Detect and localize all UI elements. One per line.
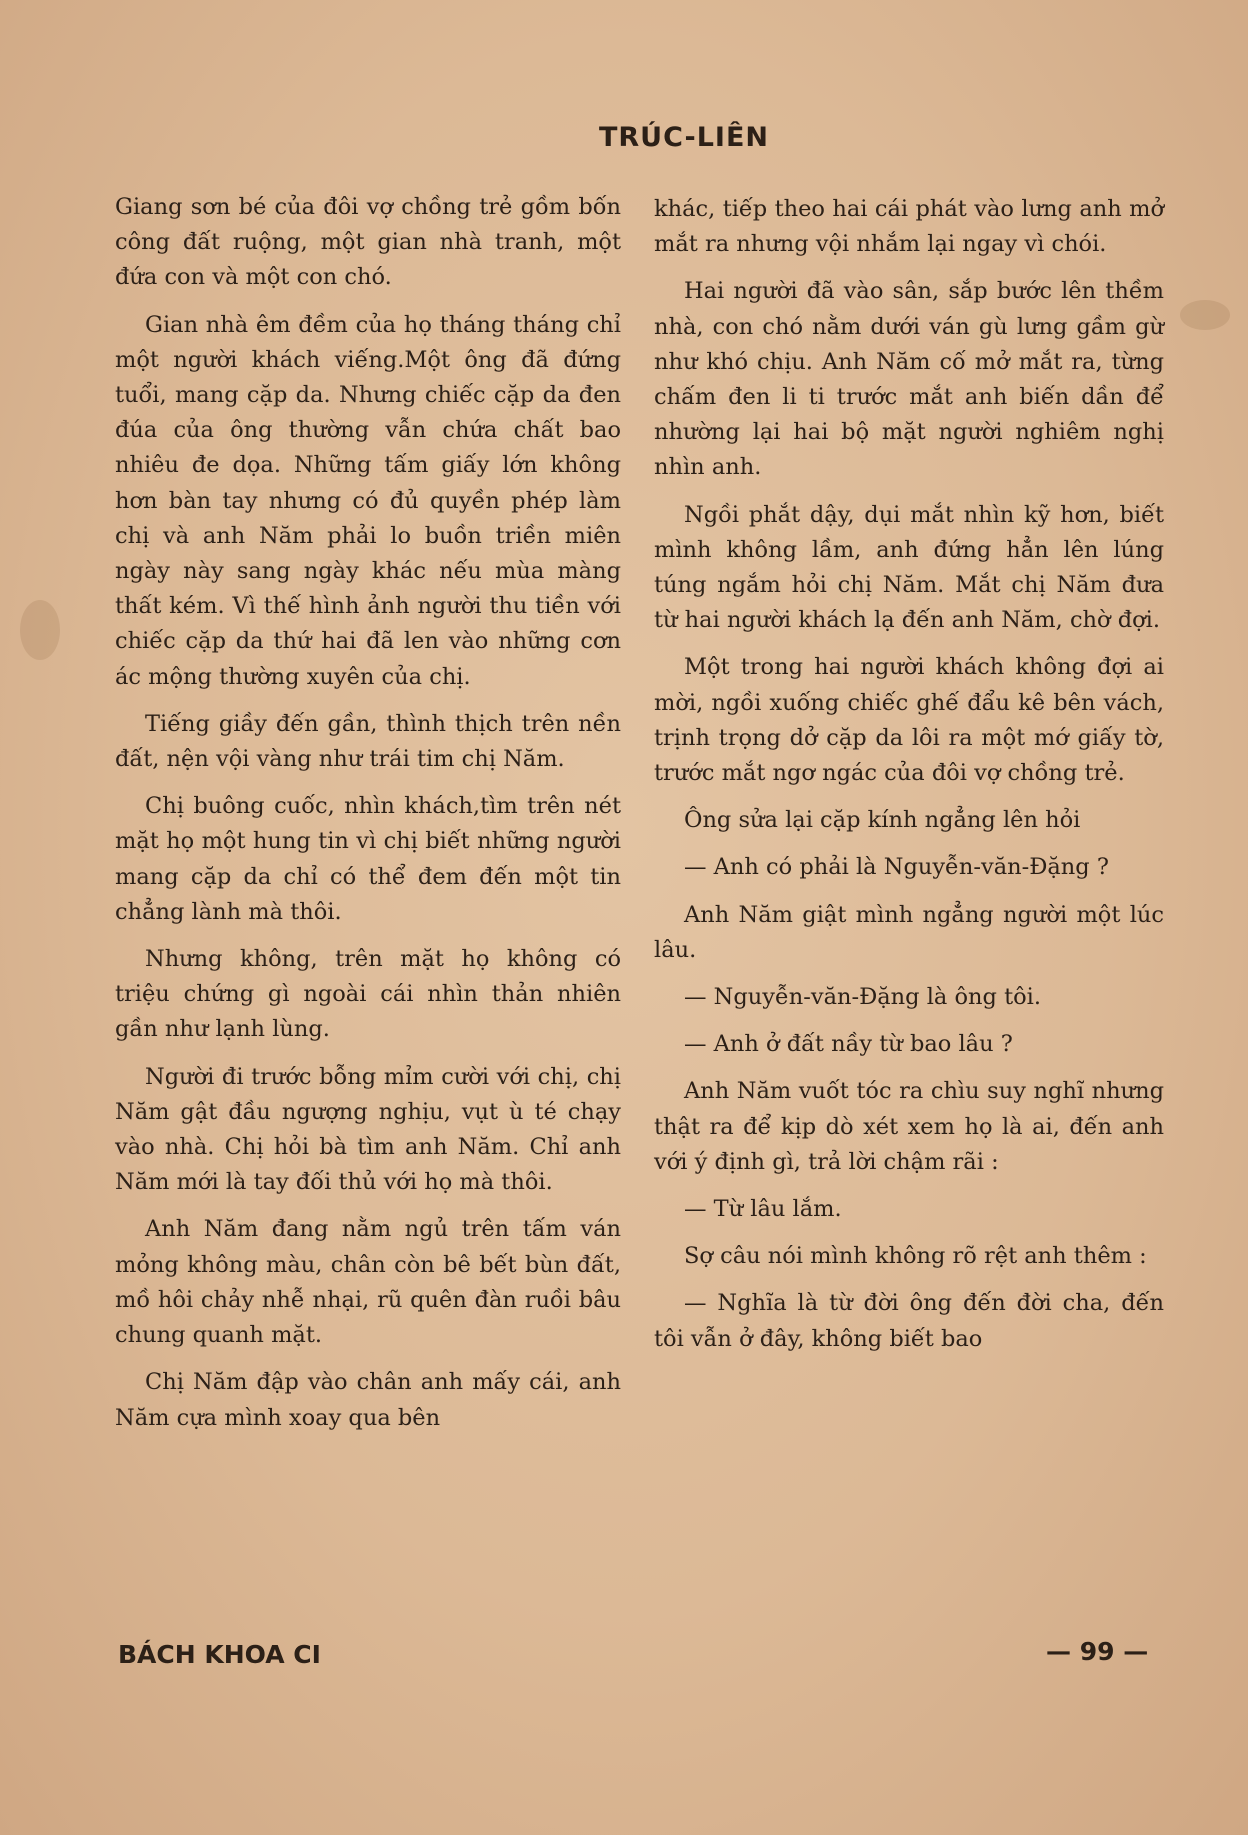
page-number: — 99 —: [1046, 1637, 1149, 1666]
paragraph: Chị Năm đập vào chân anh mấy cái, anh Năm cựa mình xoay qua bên: [115, 1369, 621, 1431]
paragraph: Anh Năm vuốt tóc ra chìu suy nghĩ nhưng thật ra để kịp dò xét xem họ là ai, đến anh với ý định gì, trả lời chậm rãi :: [654, 1078, 1164, 1175]
paragraph: Ngồi phắt dậy, dụi mắt nhìn kỹ hơn, biết mình không lầm, anh đứng hẳn lên lúng túng ngắm hỏi chị Năm. Mắt chị Năm đưa từ hai người khách lạ đến anh Năm, chờ đợi.: [654, 501, 1164, 634]
paragraph: Giang sơn bé của đôi vợ chồng trẻ gồm bốn công đất ruộng, một gian nhà tranh, một đứa con và một con chó.: [115, 194, 621, 291]
paper-stain: [1180, 300, 1230, 330]
left-column: [115, 190, 621, 1448]
dialogue-line: — Anh có phải là Nguyễn-văn-Đặng ?: [684, 854, 1109, 881]
magazine-footer: BÁCH KHOA CI: [118, 1640, 321, 1669]
paper-stain: [20, 600, 60, 660]
paragraph: Người đi trước bỗng mỉm cười với chị, chị Năm gật đầu ngượng nghịu, vụt ù té chạy vào nhà. Chị hỏi bà tìm anh Năm. Chỉ anh Năm mới là tay đối thủ với họ mà thôi.: [115, 1063, 621, 1196]
paragraph: Ông sửa lại cặp kính ngẳng lên hỏi: [684, 807, 1081, 834]
dialogue-line: — Nghĩa là từ đời ông đến đời cha, đến tôi vẫn ở đây, không biết bao: [654, 1290, 1164, 1352]
paragraph: Một trong hai người khách không đợi ai mời, ngồi xuống chiếc ghế đẩu kê bên vách, trịnh trọng dở cặp da lôi ra một mớ giấy tờ, trước mắt ngơ ngác của đôi vợ chồng trẻ.: [654, 654, 1164, 787]
right-column: [654, 192, 1164, 1369]
paragraph: khác, tiếp theo hai cái phát vào lưng anh mở mắt ra nhưng vội nhắm lại ngay vì chói.: [654, 196, 1164, 258]
dialogue-line: — Anh ở đất nầy từ bao lâu ?: [684, 1031, 1013, 1058]
paragraph: Hai người đã vào sân, sắp bước lên thềm nhà, con chó nằm dưới ván gù lưng gầm gừ như khó chịu. Anh Năm cố mở mắt ra, từng chấm đen li ti trước mắt anh biến dần để nhường lại hai bộ mặt người nghiêm nghị nhìn anh.: [654, 278, 1164, 481]
paragraph: Gian nhà êm đềm của họ tháng tháng chỉ một người khách viếng.Một ông đã đứng tuổi, mang cặp da. Nhưng chiếc cặp da đen đúa của ông thường vẫn chứa chất bao nhiêu đe dọa. Những tấm giấy lớn không hơn bàn tay nhưng có đủ quyền phép làm chị và anh Năm phải lo buồn triền miên ngày này sang ngày khác nếu mùa màng thất kém. Vì thế hình ảnh người thu tiền với chiếc cặp da thứ hai đã len vào những cơn ác mộng thường xuyên của chị.: [115, 311, 621, 690]
paragraph: Anh Năm giật mình ngẳng người một lúc lâu.: [654, 901, 1164, 963]
paragraph: Chị buông cuốc, nhìn khách,tìm trên nét mặt họ một hung tin vì chị biết những người mang cặp da chỉ có thể đem đến một tin chẳng lành mà thôi.: [115, 793, 621, 925]
running-head: TRÚC-LIÊN: [598, 122, 770, 153]
paragraph: Tiếng giầy đến gần, thình thịch trên nền đất, nện vội vàng như trái tim chị Năm.: [115, 710, 621, 773]
dialogue-line: — Nguyễn-văn-Đặng là ông tôi.: [684, 984, 1042, 1011]
paragraph: Anh Năm đang nằm ngủ trên tấm ván mỏng không màu, chân còn bê bết bùn đất, mồ hôi chảy nhễ nhại, rũ quên đàn ruồi bâu chung quanh mặt.: [115, 1216, 621, 1349]
paragraph: Sợ câu nói mình không rõ rệt anh thêm :: [684, 1243, 1147, 1270]
paragraph: Nhưng không, trên mặt họ không có triệu chứng gì ngoài cái nhìn thản nhiên gần như lạnh lùng.: [115, 946, 621, 1043]
dialogue-line: — Từ lâu lắm.: [684, 1196, 842, 1223]
